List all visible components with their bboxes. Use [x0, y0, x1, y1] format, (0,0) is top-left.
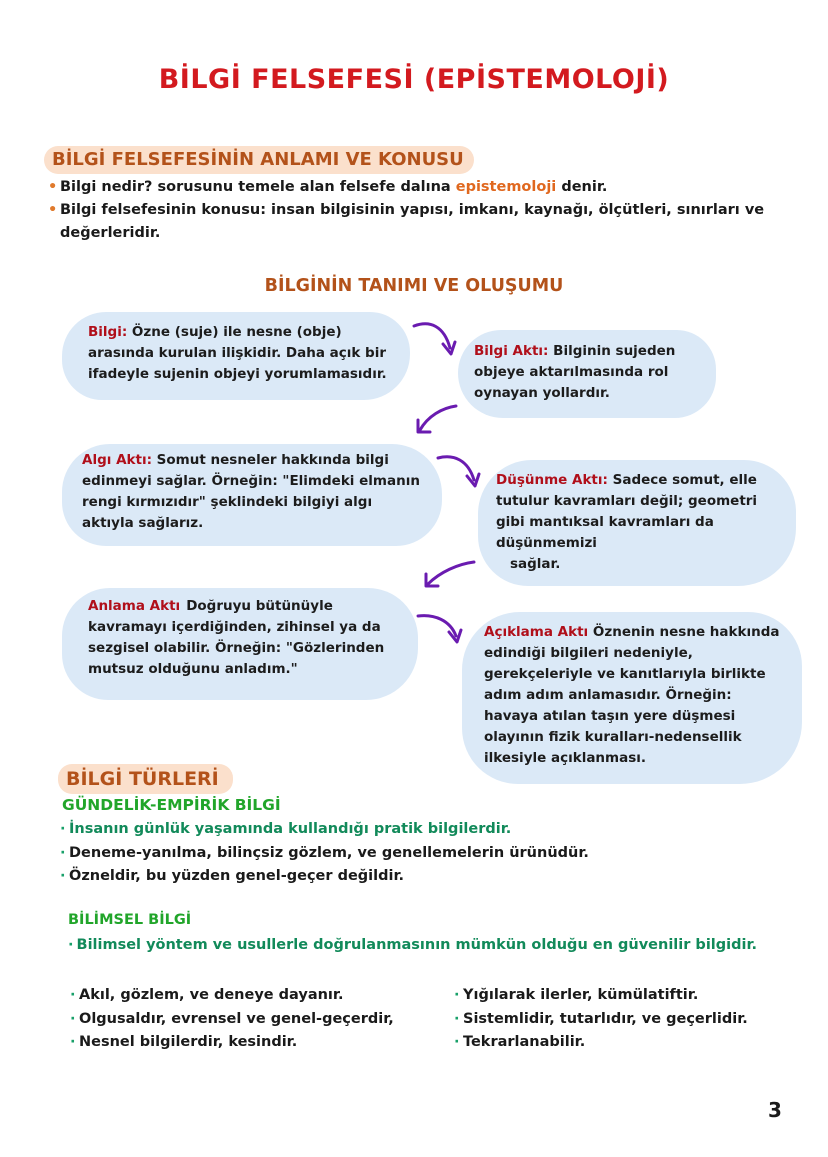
curved-arrow-icon — [410, 318, 460, 360]
bullet-text: Bilgi nedir? sorusunu temele alan felsefe dalına — [60, 179, 456, 195]
bubble-algi-akti — [62, 444, 442, 546]
curved-arrow-icon — [418, 558, 478, 592]
bubble-label: Düşünme Aktı: — [496, 472, 608, 488]
bubble-label: Algı Aktı: — [82, 452, 152, 468]
list-item: · Özneldir, bu yüzden genel-geçer değildir. — [60, 865, 760, 889]
bullet-dot: · — [68, 937, 74, 953]
list-item: · Olgusaldır, evrensel ve genel-geçerdir, — [70, 1008, 450, 1032]
intro-text: Bilimsel yöntem ve usullerle doğrulanmasının mümkün olduğu en güvenilir bilgidir. — [76, 937, 758, 953]
bubble-text: Öznenin nesne hakkında edindiği bilgileri nedeniyle, gerekçeleriyle ve kanıtlarıyla birlikte adım adım anlamasıdır. Örneğin: havaya atılan taşın yere düşmesi olayının fizik kuralları-nedensellik ilkesiyle açıklanması. — [484, 624, 780, 766]
bubble-label: Anlama Aktı — [88, 598, 181, 614]
page-title: BİLGİ FELSEFESİ (EPİSTEMOLOJİ) — [158, 64, 670, 95]
subheading-bilimsel: BİLİMSEL BİLGİ — [68, 912, 192, 928]
bullet-definition — [48, 176, 808, 199]
section-heading-definition: BİLGİNİN TANIMI VE OLUŞUMU — [264, 276, 564, 296]
gundelik-list — [60, 818, 760, 889]
bubble-text: Özne (suje) ile nesne (obje) arasında kurulan ilişkidir. Daha açık bir ifadeyle sujenin objeyi yorumlamasıdır. — [88, 324, 387, 382]
list-item: · Sistemlidir, tutarlıdır, ve geçerlidir. — [454, 1008, 794, 1032]
bullet-subject: • Bilgi felsefesinin konusu: insan bilgisinin yapısı, imkanı, kaynağı, ölçütleri, sınırları ve değerleridir. — [48, 199, 808, 245]
bubble-bilgi — [62, 312, 410, 400]
curved-arrow-icon — [414, 610, 466, 646]
bubble-text-end: sağlar. — [510, 556, 561, 572]
subheading-gundelik: GÜNDELİK-EMPİRİK BİLGİ — [62, 796, 281, 814]
curved-arrow-icon — [412, 402, 462, 438]
bubble-text: Doğruyu bütünüyle kavramayı içerdiğinden, zihinsel ya da sezgisel olabilir. Örneğin: "Gözlerinden mutsuz olduğunu anladım." — [88, 598, 385, 677]
term-epistemoloji: epistemoloji — [455, 179, 557, 195]
bubble-label: Bilgi: — [88, 324, 128, 340]
bullet-text: denir. — [556, 179, 608, 195]
section-heading-meaning: BİLGİ FELSEFESİNİN ANLAMI VE KONUSU — [44, 146, 474, 174]
bubble-bilgi-akti — [458, 330, 716, 418]
list-item: · Yığılarak ilerler, kümülatiftir. — [454, 984, 794, 1008]
list-item: · İnsanın günlük yaşamında kullandığı pratik bilgilerdir. — [60, 818, 760, 842]
bilimsel-list-right — [454, 984, 794, 1055]
bilimsel-intro — [58, 933, 778, 957]
curved-arrow-icon — [434, 452, 484, 492]
meaning-bullets — [48, 176, 808, 245]
list-item: · Nesnel bilgilerdir, kesindir. — [70, 1031, 450, 1055]
bubble-aciklama-akti — [462, 612, 802, 784]
bubble-text: Sadece somut, elle tutulur kavramları değil; geometri gibi mantıksal kavramları da düşünmemizi — [496, 472, 758, 551]
bilimsel-list-left — [70, 984, 450, 1055]
list-item: · Deneme-yanılma, bilinçsiz gözlem, ve genellemelerin ürünüdür. — [60, 842, 760, 866]
bubble-dusunme-akti — [478, 460, 796, 586]
list-item: · Tekrarlanabilir. — [454, 1031, 794, 1055]
bubble-label: Açıklama Aktı — [484, 624, 589, 640]
section-heading-types: BİLGİ TÜRLERİ — [58, 764, 233, 794]
list-item: · Akıl, gözlem, ve deneye dayanır. — [70, 984, 450, 1008]
page-number: 3 — [768, 1098, 782, 1122]
bubble-text: Bilginin sujeden objeye aktarılmasında rol oynayan yollardır. — [474, 343, 676, 401]
bubble-text: Somut nesneler hakkında bilgi edinmeyi sağlar. Örneğin: "Elimdeki elmanın rengi kırmızıdır" şeklindeki bilgiyi algı aktıyla sağlarız. — [82, 452, 420, 531]
bubble-anlama-akti — [62, 588, 418, 700]
bubble-label: Bilgi Aktı: — [474, 343, 549, 359]
